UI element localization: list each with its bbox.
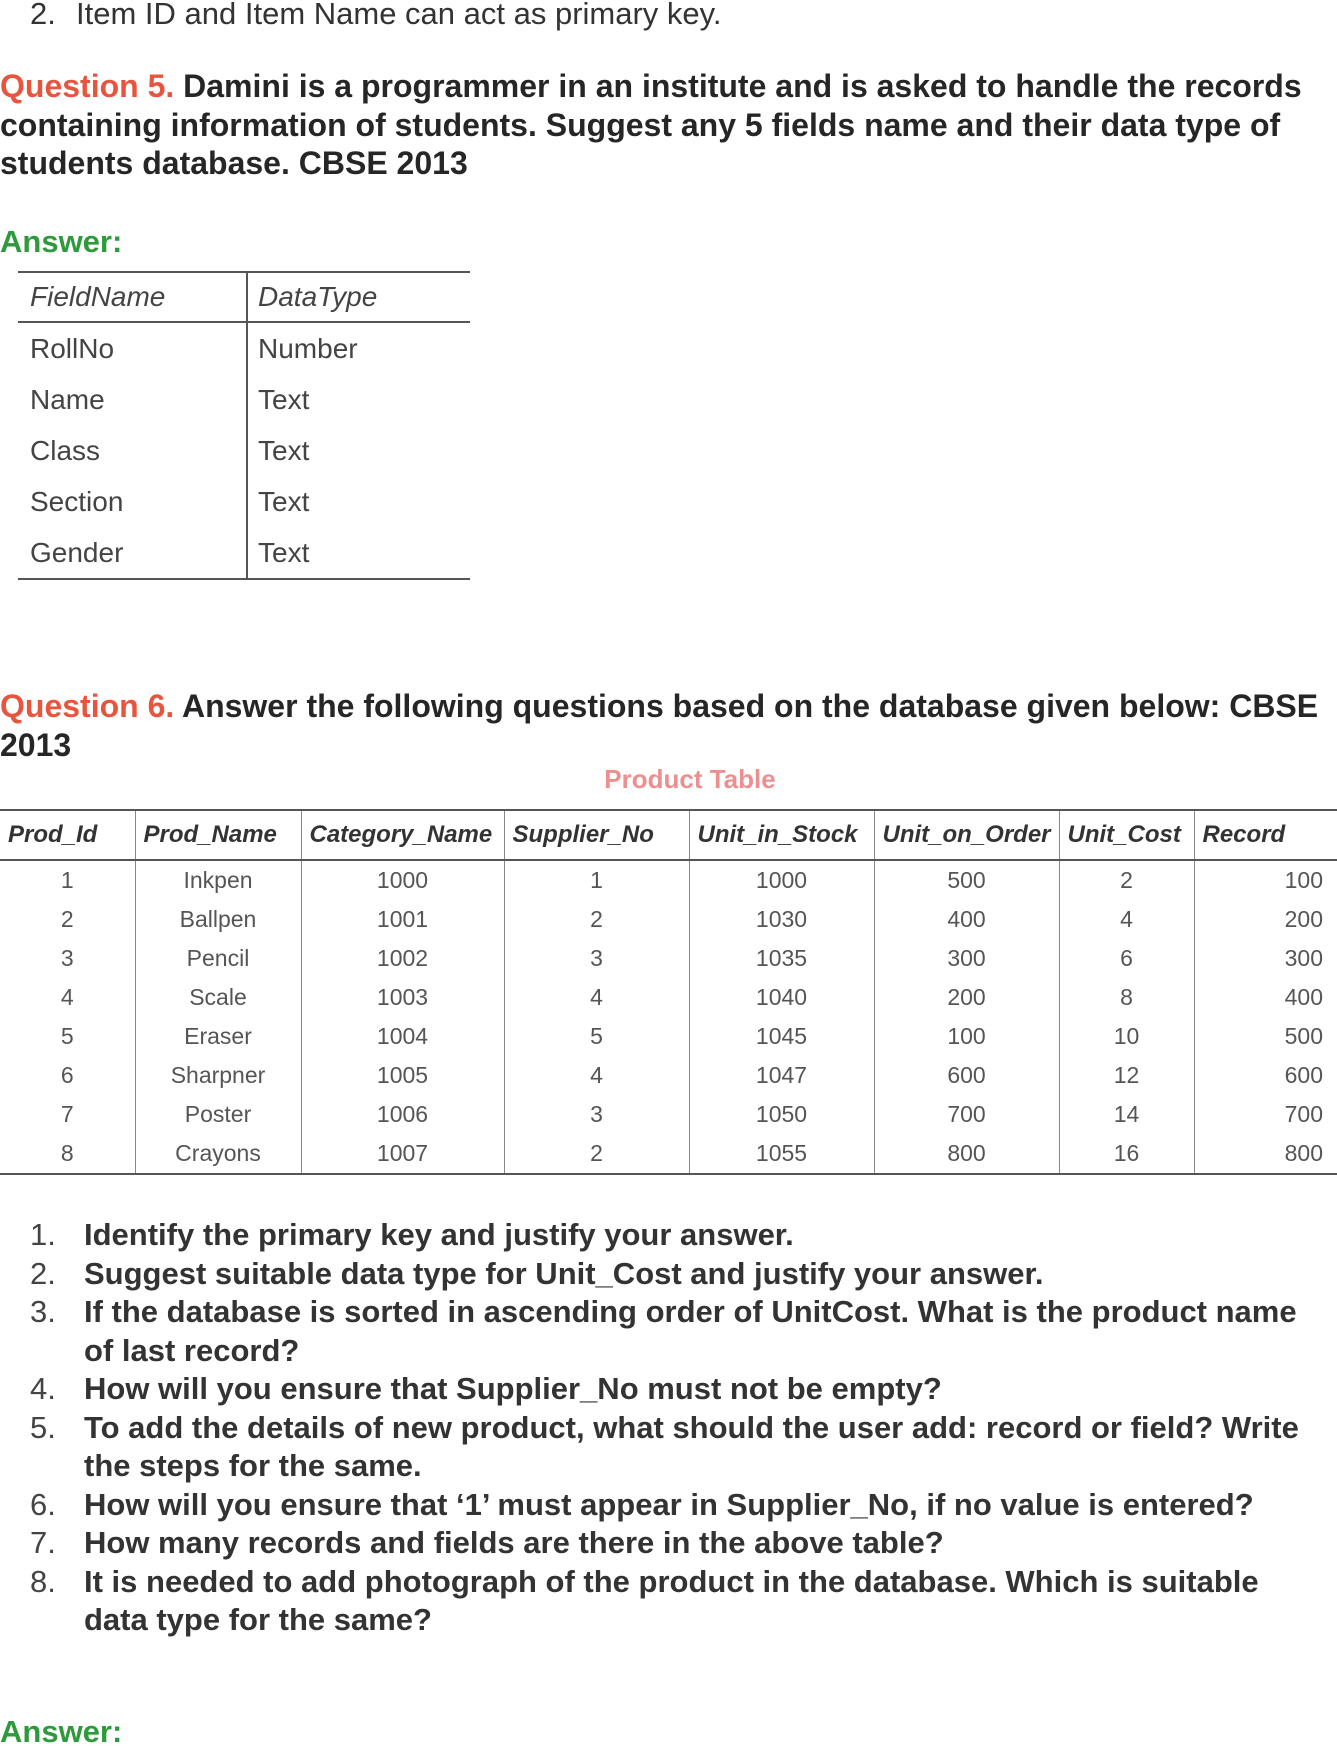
table-cell: Pencil [135,939,301,978]
table-cell: Scale [135,978,301,1017]
list-item [30,1563,1320,1640]
table-cell: 4 [504,1056,689,1095]
field-table-header [18,273,470,323]
field-table [18,271,470,580]
table-cell: 2 [504,1134,689,1174]
table-cell: Sharpner [135,1056,301,1095]
list-item [30,1486,1320,1525]
table-cell: 2 [0,900,135,939]
table-row [0,860,1337,900]
column-header: Prod_Id [0,810,135,860]
table-cell: Crayons [135,1134,301,1174]
field-name-cell: Section [18,476,248,527]
table-cell: 1001 [301,900,504,939]
question-6-label: Question 6. [0,688,175,724]
top-item-number: 2. [30,0,56,31]
question-6-text: Answer the following questions based on the database given below: CBSE 2013 [0,688,1319,763]
table-cell: 1005 [301,1056,504,1095]
table-row [0,1017,1337,1056]
table-cell: 1050 [689,1095,874,1134]
table-cell: 800 [1284,1140,1323,1166]
table-cell: 10 [1059,1017,1194,1056]
table-cell: Eraser [135,1017,301,1056]
table-cell: 100 [1284,867,1323,893]
field-table-row [18,374,470,425]
table-cell: 4 [1059,900,1194,939]
answer-label-bottom: Answer: [0,1714,123,1749]
header-fieldname: FieldName [18,273,248,321]
table-cell: 1055 [689,1134,874,1174]
list-item-number: 6. [30,1486,56,1522]
list-item-number: 8. [30,1563,56,1599]
table-cell: 2 [504,900,689,939]
table-cell: 500 [874,860,1059,900]
table-cell: 1003 [301,978,504,1017]
table-cell: 8 [1059,978,1194,1017]
field-table-row [18,425,470,476]
list-item-text: Suggest suitable data type for Unit_Cost and justify your answer. [84,1255,1044,1291]
list-item [30,1409,1320,1486]
column-header: Unit_in_Stock [689,810,874,860]
list-item [30,1216,1320,1255]
question-5-text: Damini is a programmer in an institute and is asked to handle the records containing information of students. Suggest any 5 fields name and their data type of students database. CBSE 2013 [0,68,1302,181]
table-cell: 200 [1284,906,1323,932]
product-table-body [0,860,1337,1174]
table-cell: Inkpen [135,860,301,900]
table-cell: 4 [0,978,135,1017]
list-item-text: How will you ensure that ‘1’ must appear in Supplier_No, if no value is entered? [84,1486,1254,1522]
table-cell: 200 [874,978,1059,1017]
table-cell: 3 [504,939,689,978]
question-5-label: Question 5. [0,68,175,104]
table-cell: 1000 [301,860,504,900]
question-6 [0,687,1330,764]
table-cell: 1 [504,860,689,900]
table-cell: 4 [504,978,689,1017]
table-cell: 1002 [301,939,504,978]
table-cell: 500 [1284,1023,1323,1049]
table-cell: 5 [504,1017,689,1056]
table-cell: 300 [1284,945,1323,971]
column-header: Prod_Name [135,810,301,860]
field-name-cell: Name [18,374,248,425]
table-cell: 800 [874,1134,1059,1174]
list-item-text: Identify the primary key and justify your answer. [84,1217,794,1252]
list-item [30,1255,1320,1294]
table-cell: Poster [135,1095,301,1134]
table-cell: Ballpen [135,900,301,939]
field-table-row [18,476,470,527]
field-table-body [18,323,470,578]
question-5 [0,67,1330,183]
table-row [0,978,1337,1017]
data-type-cell: Number [258,332,358,364]
column-header: Supplier_No [504,810,689,860]
field-table-row [18,527,470,578]
table-cell: 1007 [301,1134,504,1174]
table-cell: 600 [1284,1062,1323,1088]
column-header: Record [1194,810,1337,860]
table-cell: 1 [0,860,135,900]
table-cell: 1047 [689,1056,874,1095]
column-header: Category_Name [301,810,504,860]
table-cell: 1035 [689,939,874,978]
table-cell: 12 [1059,1056,1194,1095]
table-cell: 3 [0,939,135,978]
data-type-cell: Text [258,536,310,568]
list-item-text: It is needed to add photograph of the product in the database. Which is suitable data type for the same? [84,1563,1259,1637]
table-cell: 400 [874,900,1059,939]
data-type-cell: Text [258,434,310,466]
table-cell: 6 [1059,939,1194,978]
table-cell: 1040 [689,978,874,1017]
table-cell: 700 [1284,1101,1323,1127]
product-table-header [0,810,1337,860]
data-type-cell: Text [258,383,310,415]
list-item-text: To add the details of new product, what should the user add: record or field? Write the steps for the same. [84,1409,1299,1483]
field-name-cell: Gender [18,527,248,578]
table-row [0,939,1337,978]
table-row [0,1095,1337,1134]
product-table-title: Product Table [604,764,776,794]
list-item [30,1524,1320,1563]
table-cell: 1045 [689,1017,874,1056]
column-header: Unit_Cost [1059,810,1194,860]
table-cell: 2 [1059,860,1194,900]
header-datatype: DataType [258,281,378,312]
table-cell: 16 [1059,1134,1194,1174]
table-row [0,1134,1337,1174]
list-item-text: If the database is sorted in ascending order of UnitCost. What is the product name of last record? [84,1294,1297,1368]
data-type-cell: Text [258,485,310,517]
list-item [30,1293,1320,1370]
top-item-text: Item ID and Item Name can act as primary key. [76,0,722,31]
table-cell: 1000 [689,860,874,900]
list-item [30,1370,1320,1409]
list-item-number: 7. [30,1525,56,1560]
table-cell: 5 [0,1017,135,1056]
product-table [0,809,1337,1175]
list-item-number: 1. [30,1217,56,1252]
list-item-number: 5. [30,1409,56,1445]
table-cell: 1006 [301,1095,504,1134]
question-list [30,1216,1320,1640]
list-item-text: How many records and fields are there in the above table? [84,1525,944,1560]
table-cell: 300 [874,939,1059,978]
list-item-number: 3. [30,1294,56,1329]
table-row [0,1056,1337,1095]
answer-label: Answer: [0,224,123,259]
field-name-cell: RollNo [18,323,248,374]
table-cell: 6 [0,1056,135,1095]
field-table-row [18,323,470,374]
list-item-number: 4. [30,1371,56,1406]
table-row [0,900,1337,939]
column-header: Unit_on_Order [874,810,1059,860]
table-cell: 8 [0,1134,135,1174]
table-cell: 700 [874,1095,1059,1134]
table-cell: 14 [1059,1095,1194,1134]
list-item-text: How will you ensure that Supplier_No must not be empty? [84,1371,942,1406]
table-cell: 3 [504,1095,689,1134]
table-cell: 100 [874,1017,1059,1056]
top-list-item [30,0,721,32]
table-cell: 400 [1284,984,1323,1010]
table-cell: 1030 [689,900,874,939]
field-name-cell: Class [18,425,248,476]
table-cell: 1004 [301,1017,504,1056]
list-item-number: 2. [30,1255,56,1291]
table-cell: 600 [874,1056,1059,1095]
table-cell: 7 [0,1095,135,1134]
